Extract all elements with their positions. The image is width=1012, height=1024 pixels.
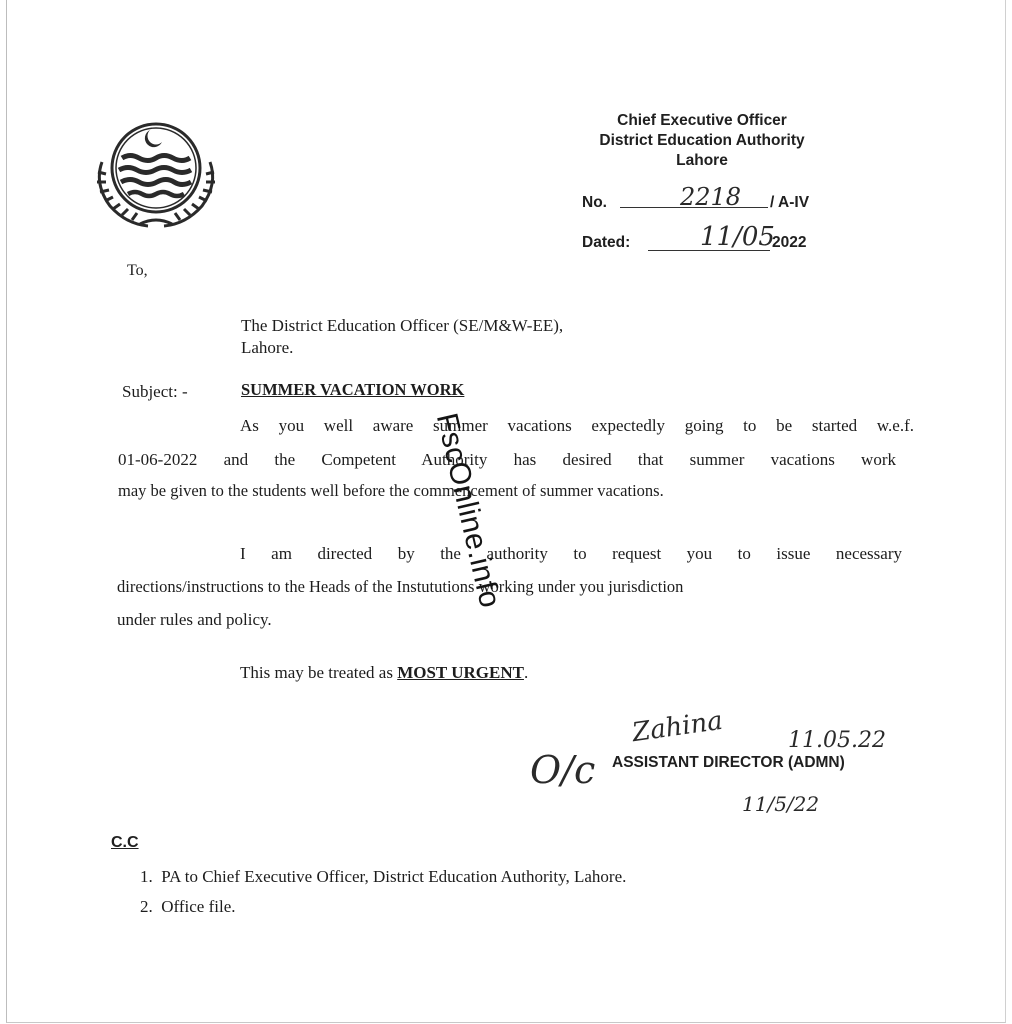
date-label: Dated:	[582, 234, 631, 251]
signature-date: 11.05.22	[788, 728, 886, 753]
para2-line1: I am directed by the authority to request you to issue necessary	[240, 544, 902, 563]
urgency-note	[240, 663, 528, 683]
cc-item-text: Office file.	[161, 897, 236, 916]
salutation-to: To,	[127, 262, 148, 279]
para2-line2: directions/instructions to the Heads of the Instututions working under you jurisdiction	[117, 577, 684, 596]
sender-organisation: District Education Authority	[599, 132, 805, 149]
cc-item-number: 2.	[140, 897, 153, 916]
urgency-text: This may be treated as	[240, 663, 398, 682]
website-watermark: FscOnline.info	[429, 410, 507, 612]
recipient-line-1: The District Education Officer (SE/M&W-EE),	[241, 316, 564, 335]
punjab-emblem-icon	[88, 120, 224, 232]
para1-line1: As you well aware summer vacations expectedly going to be started w.e.f.	[240, 416, 914, 435]
cc-heading: C.C	[111, 834, 139, 851]
letter-number-label: No.	[582, 194, 607, 211]
para2-line3: under rules and policy.	[117, 610, 272, 629]
letter-number-value: 2218	[680, 183, 742, 211]
cc-item-2	[140, 897, 236, 917]
signature-handwritten: Zahina	[630, 705, 725, 749]
cc-item-text: PA to Chief Executive Officer, District Education Authority, Lahore.	[161, 867, 627, 886]
date-value: 11/05	[700, 222, 775, 252]
cc-item-number: 1.	[140, 867, 153, 886]
urgency-emphasis: MOST URGENT	[397, 663, 524, 682]
urgency-end: .	[523, 663, 529, 682]
letter-number-suffix: / A-IV	[770, 194, 810, 211]
signatory-designation: ASSISTANT DIRECTOR (ADMN)	[612, 754, 845, 771]
initials-date: 11/5/22	[742, 792, 820, 816]
para1-line3: may be given to the students well before the commencement of summer vacations.	[118, 481, 664, 500]
para1-line2: 01-06-2022 and the Competent Authority has desired that summer vacations work	[118, 450, 896, 469]
initials-left: O/c	[530, 748, 596, 792]
subject-label: Subject: -	[122, 382, 188, 401]
date-year: 2022	[772, 234, 807, 251]
sender-title: Chief Executive Officer	[617, 112, 787, 129]
recipient-line-2: Lahore.	[241, 338, 294, 357]
cc-item-1	[140, 867, 626, 887]
subject-title: SUMMER VACATION WORK	[241, 380, 465, 399]
sender-city: Lahore	[676, 152, 728, 169]
